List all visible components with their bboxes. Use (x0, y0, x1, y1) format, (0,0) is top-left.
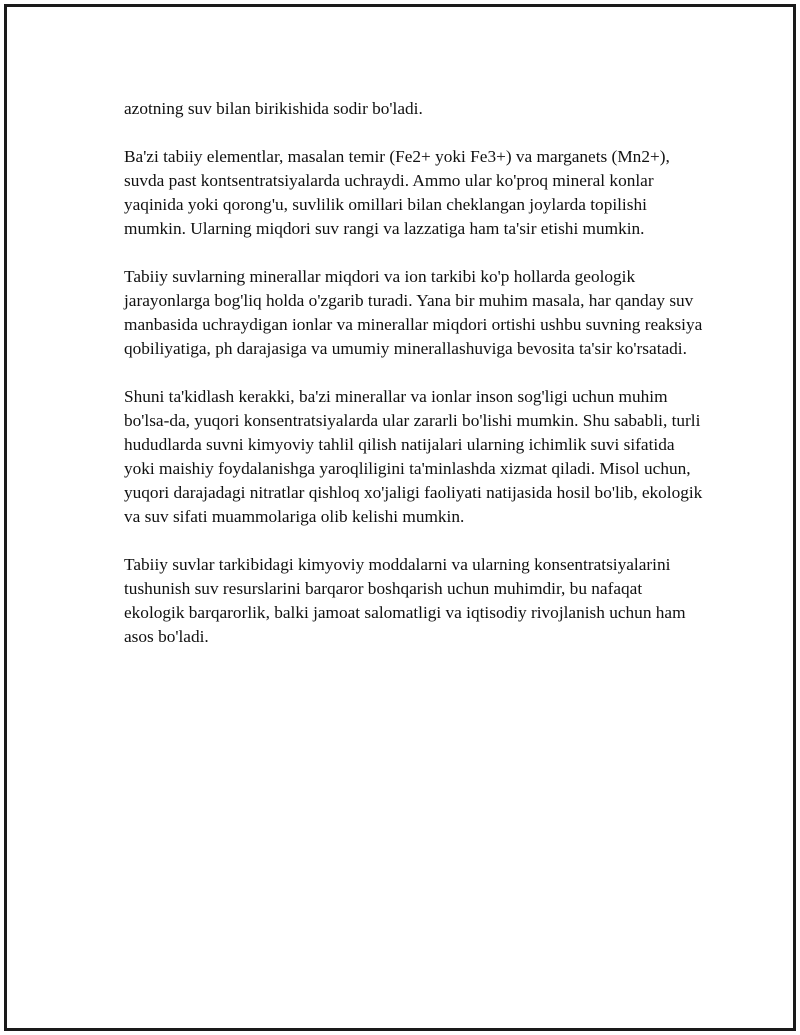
paragraph-1: azotning suv bilan birikishida sodir bo'ladi. (124, 99, 423, 118)
paragraph-2: Ba'zi tabiiy elementlar, masalan temir (Fe2+ yoki Fe3+) va marganets (Mn2+), suvda past kontsentratsiyalarda uchraydi. Ammo ular ko'proq mineral konlar yaqinida yoki qorong'u, suvlilik omillari bilan cheklangan joylarda topilishi mumkin. Ularning miqdori suv rangi va lazzatiga ham ta'sir etishi mumkin. (124, 147, 670, 238)
paragraph-4: Shuni ta'kidlash kerakki, ba'zi minerallar va ionlar inson sog'ligi uchun muhim bo'lsa-da, yuqori konsentratsiyalarda ular zararli bo'lishi mumkin. Shu sababli, turli hududlarda suvni kimyoviy tahlil qilish natijalari ularning ichimlik suvi sifatida yoki maishiy foydalanishga yaroqliligini ta'minlashda xizmat qiladi. Misol uchun, yuqori darajadagi nitratlar qishloq xo'jaligi faoliyati natijasida hosil bo'lib, ekologik va suv sifati muammolariga olib kelishi mumkin. (124, 387, 703, 526)
page-frame (4, 4, 796, 1031)
document-body (124, 97, 704, 673)
paragraph-3: Tabiiy suvlarning minerallar miqdori va ion tarkibi ko'p hollarda geologik jarayonlarga bog'liq holda o'zgarib turadi. Yana bir muhim masala, har qanday suv manbasida uchraydigan ionlar va minerallar miqdori ortishi ushbu suvning reaksiya qobiliyatiga, ph darajasiga va umumiy minerallashuviga bevosita ta'sir ko'rsatadi. (124, 267, 703, 358)
paragraph-5: Tabiiy suvlar tarkibidagi kimyoviy moddalarni va ularning konsentratsiyalarini tushunish suv resurslarini barqaror boshqarish uchun muhimdir, bu nafaqat ekologik barqarorlik, balki jamoat salomatligi va iqtisodiy rivojlanish uchun ham asos bo'ladi. (124, 555, 686, 646)
